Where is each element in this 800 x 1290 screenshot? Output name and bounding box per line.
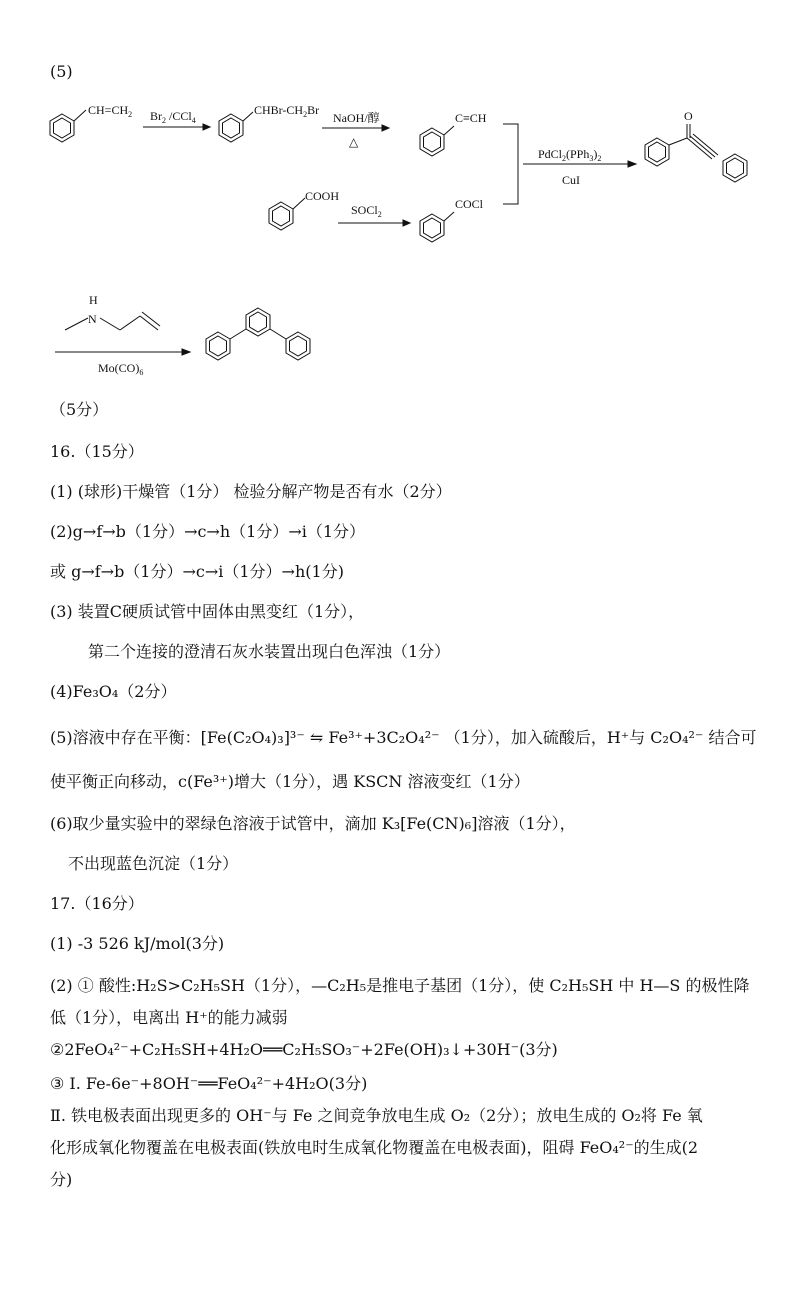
dibromide-structure — [219, 112, 253, 142]
ketone-oxygen: O — [684, 109, 693, 123]
q16-part1: (1) (球形)干燥管（1分） 检验分解产物是否有水（2分） — [50, 482, 452, 501]
ynone-product-structure — [645, 124, 747, 182]
q16-heading: 16.（15分） — [50, 442, 144, 461]
acylchloride-substituent: COCl — [455, 197, 484, 211]
q17-heading: 17.（16分） — [50, 894, 144, 913]
q17-part2c: ②2FeO₄²⁻+C₂H₅SH+4H₂O══C₂H₅SO₃⁻+2Fe(OH)₃↓+30H⁻(3分) — [50, 1040, 558, 1059]
acid-substituent: COOH — [305, 189, 340, 203]
dibromide-substituent: CHBr-$CH_2Br$ — [254, 103, 320, 119]
q17-part2a: (2) ① 酸性:H₂S>C₂H₅SH（1分），—C₂H₅是推电子基团（1分），使 C₂H₅SH 中 H—S 的极性降 — [50, 976, 750, 995]
reagent-heat: △ — [349, 135, 359, 149]
reagent-moco6: $Mo(CO)_6$ — [98, 361, 144, 377]
q16-part2a: (2)g→f→b（1分）→c→h（1分）→i（1分） — [50, 522, 366, 541]
q16-part5b: 使平衡正向移动，c(Fe³⁺)增大（1分），遇 KSCN 溶液变红（1分） — [50, 772, 530, 791]
terphenyl-structure — [206, 308, 310, 360]
q16-part2b: 或 g→f→b（1分）→c→i（1分）→h(1分) — [50, 562, 344, 581]
phenylacetylene-structure — [420, 126, 454, 156]
q16-part3a: (3) 装置C硬质试管中固体由黑变红（1分）， — [50, 602, 365, 621]
amine-nitrogen: N — [88, 312, 97, 326]
q16-part5a: (5)溶液中存在平衡：[Fe(C₂O₄)₃]³⁻ ⇋ Fe³⁺+3C₂O₄²⁻ （1分），加入硫酸后，H⁺与 C₂O₄²⁻ 结合可 — [50, 728, 757, 747]
alkyne-substituent: C≡CH — [455, 111, 487, 125]
benzoic-acid-structure — [269, 198, 305, 230]
part5-label: (5) — [50, 62, 73, 81]
q17-part3b: Ⅱ. 铁电极表面出现更多的 OH⁻与 Fe 之间竞争放电生成 O₂（2分）；放电生成的 O₂将 Fe 氧 — [50, 1106, 703, 1125]
q16-part6a: (6)取少量实验中的翠绿色溶液于试管中，滴加 K₃[Fe(CN)₆]溶液（1分）， — [50, 814, 576, 833]
merge-bracket — [503, 124, 518, 204]
catalyst-pd: $PdCl_2(PPh_3)_2$ — [538, 147, 602, 163]
q16-part6b: 不出现蓝色沉淀（1分） — [68, 854, 239, 873]
score-5: （5分） — [50, 400, 109, 419]
q17-part1: (1) -3 526 kJ/mol(3分) — [50, 934, 225, 953]
catalyst-cui: CuI — [562, 173, 580, 187]
amine-hydrogen: H — [89, 293, 98, 307]
reagent-naoh: NaOH/醇 — [333, 111, 380, 125]
q17-part3d: 分) — [50, 1170, 73, 1189]
q17-part3c: 化形成氧化物覆盖在电极表面(铁放电时生成氧化物覆盖在电极表面)，阻碍 FeO₄²⁻的生成(2 — [50, 1138, 699, 1157]
benzoyl-chloride-structure — [420, 212, 454, 242]
q16-part4: (4)Fe₃O₄（2分） — [50, 682, 177, 701]
q16-part3b: 第二个连接的澄清石灰水装置出现白色浑浊（1分） — [88, 642, 451, 661]
reagent-socl2: SOCl$_2$ — [351, 203, 382, 219]
allylamine-structure — [65, 312, 160, 330]
styrene-structure — [50, 110, 86, 142]
styrene-substituent: $CH=CH_2$ — [88, 103, 133, 119]
q17-part3a: ③ Ⅰ. Fe-6e⁻+8OH⁻══FeO₄²⁻+4H₂O(3分) — [50, 1074, 368, 1093]
q17-part2b: 低（1分），电离出 H⁺的能力减弱 — [50, 1008, 288, 1027]
reagent-bromine: $Br_2$ /CCl$_4$ — [150, 109, 196, 125]
reaction-scheme — [0, 80, 800, 380]
